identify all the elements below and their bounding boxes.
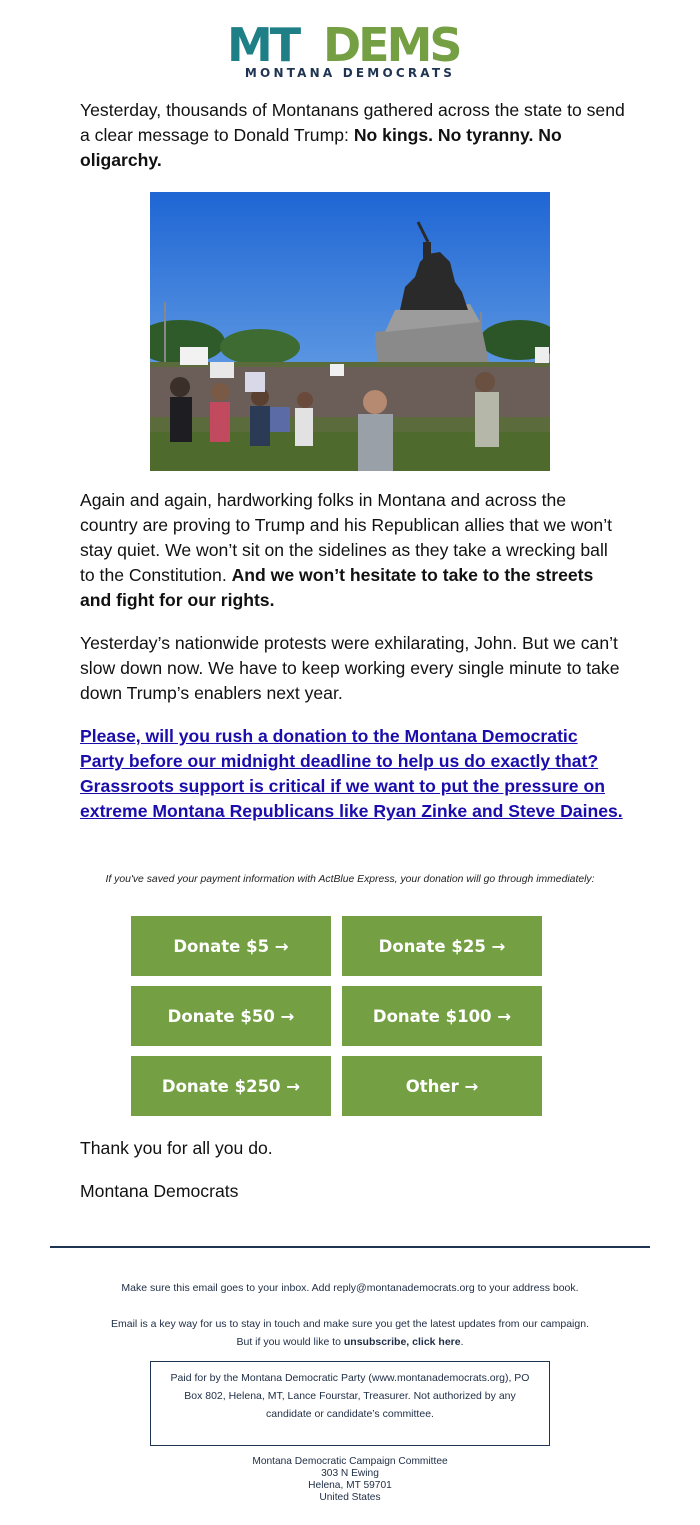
unsubscribe-suffix: . (460, 1336, 464, 1348)
intro-paragraph (80, 98, 625, 173)
address-city: Helena, MT 59701 (308, 1480, 392, 1491)
mailing-address (0, 1456, 700, 1504)
thank-you-text: Thank you for all you do. (80, 1138, 273, 1158)
address-country: United States (319, 1492, 381, 1503)
logo-dems-text: DEMS (323, 22, 460, 72)
donate-250-button[interactable]: Donate $250 → (131, 1056, 331, 1116)
unsubscribe-link[interactable]: unsubscribe, click here (343, 1336, 461, 1348)
footer-divider (50, 1246, 650, 1248)
intro-text: Yesterday, thousands of Montanans gathered across the state to send a clear message to Donald Trump: (80, 100, 625, 145)
protest-photo (150, 192, 550, 471)
cta-paragraph (80, 724, 625, 824)
address-org: Montana Democratic Campaign Committee (252, 1456, 448, 1467)
donate-25-button[interactable]: Donate $25 → (342, 916, 542, 976)
keyway-notice: Email is a key way for us to stay in touch and make sure you get the latest updates from our campaign. (111, 1318, 589, 1330)
paragraph-2-text: Again and again, hardworking folks in Montana and across the country are proving to Trump and his Republican allies that we won’t stay quiet. We won’t sit on the sidelines as they take a wrecking ball to the Constitution. (80, 490, 613, 585)
inbox-notice: Make sure this email goes to your inbox. Add reply@montanademocrats.org to your address book. (121, 1282, 579, 1294)
donation-cta-link[interactable]: Please, will you rush a donation to the Montana Democratic Party before our midnight deadline to help us do exactly that? Grassroots support is critical if we want to put the pressure on extreme Montana Republicans like Ryan Zinke and Steve Daines. (80, 726, 623, 821)
donate-5-button[interactable]: Donate $5 → (131, 916, 331, 976)
intro-bold-text: No kings. No tyranny. No oligarchy. (80, 125, 562, 170)
signoff-text: Montana Democrats (80, 1181, 239, 1201)
unsubscribe-prefix: But if you would like to (236, 1336, 344, 1348)
donate-other-button[interactable]: Other → (342, 1056, 542, 1116)
logo-graphic (225, 22, 475, 82)
actblue-note: If you've saved your payment information with ActBlue Express, your donation will go through immediately: (105, 874, 595, 885)
paragraph-2-bold-text: And we won’t hesitate to take to the streets and fight for our rights. (80, 565, 594, 610)
address-street: 303 N Ewing (321, 1468, 379, 1479)
logo-mt-text: MT (227, 22, 299, 72)
body-paragraph-2 (80, 488, 625, 613)
unsubscribe-line (0, 1336, 700, 1348)
protest-photo-icon (150, 192, 550, 471)
body-paragraph-3: Yesterday’s nationwide protests were exhilarating, John. But we can’t slow down now. We have to keep working every single minute to take down Trump’s enablers next year. (80, 633, 620, 703)
donate-50-button[interactable]: Donate $50 → (131, 986, 331, 1046)
mt-dems-logo (0, 22, 700, 82)
logo-tagline: MONTANA DEMOCRATS (244, 66, 456, 80)
paid-for-disclaimer: Paid for by the Montana Democratic Party (www.montanademocrats.org), PO Box 802, Helena, MT, Lance Fourstar, Treasurer. Not authorized by any candidate or candidate’s committee. (150, 1361, 550, 1446)
donate-100-button[interactable]: Donate $100 → (342, 986, 542, 1046)
